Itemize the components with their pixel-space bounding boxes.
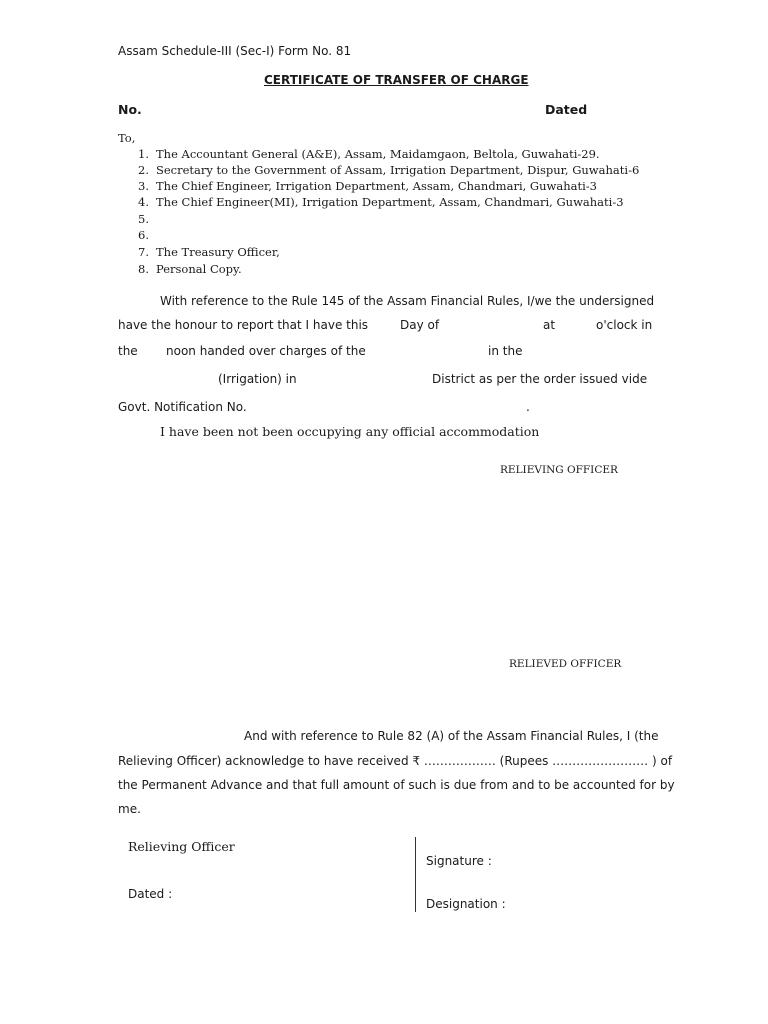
relieved-officer-label: RELIEVED OFFICER [509, 658, 622, 670]
no-label: No. [118, 102, 142, 117]
footer-divider [415, 837, 416, 912]
list-item: 6. [138, 228, 149, 242]
document-title: CERTIFICATE OF TRANSFER OF CHARGE [264, 73, 529, 87]
list-item: 1. The Accountant General (A&E), Assam, Maidamgaon, Beltola, Guwahati-29. [138, 147, 600, 161]
list-item: 3. The Chief Engineer, Irrigation Department, Assam, Chandmari, Guwahati-3 [138, 179, 597, 193]
to-label: To, [118, 131, 136, 145]
list-item: 5. [138, 212, 149, 226]
certificate-page: Assam Schedule-III (Sec-I) Form No. 81 CERTIFICATE OF TRANSFER OF CHARGE No. Dated To, 1. The Accountant General (A&E), Assam, Maidamgaon, Beltola, Guwahati-29. 2. Secretary to the Government of Assam, Irrigation Department, Dispur, Guwahati-6 3. The Chief Engineer, Irrigation Department, Assam, Chandmari, Guwahati-3 4. The Chief Engineer(MI), Irrigation Department, Assam, Chandmari, Guwahati-3 5. 6. 7. The Treasury Officer, 8. Personal Copy. With reference to the Rule 145 of the Assam Financial Rules, I/we the undersigned have the honour to report that I have this Day of at o'clock in the noon handed over charges of the in the (Irrigation) in District as per the order issued vide Govt. Notification No. . I have been not been occupying any official accommodation RELIEVING OFFICER RELIEVED OFFICER And with reference to Rule 82 (A) of the Assam Financial Rules, I (the Relieving Officer) acknowledge to have received ₹ ……………… (Rupees …………………… ) of the Permanent Advance and that full amount of such is due from and to be accounted for by me. Relieving Officer Dated : Signature : Designation : [118, 44, 675, 911]
footer-signature: Signature : [426, 854, 492, 868]
dated-label: Dated [545, 102, 588, 117]
list-item: 2. Secretary to the Government of Assam, Irrigation Department, Dispur, Guwahati-6 [138, 163, 640, 177]
list-item: 7. The Treasury Officer, [138, 245, 280, 259]
form-reference: Assam Schedule-III (Sec-I) Form No. 81 [118, 44, 352, 58]
footer-dated: Dated : [128, 887, 173, 901]
footer-relieving-officer: Relieving Officer [128, 839, 235, 854]
list-item: 4. The Chief Engineer(MI), Irrigation Department, Assam, Chandmari, Guwahati-3 [138, 195, 624, 209]
accommodation-statement: I have been not been occupying any official accommodation [160, 424, 540, 439]
list-item: 8. Personal Copy. [138, 262, 242, 276]
footer-designation: Designation : [426, 897, 506, 911]
relieving-officer-label: RELIEVING OFFICER [500, 464, 618, 476]
